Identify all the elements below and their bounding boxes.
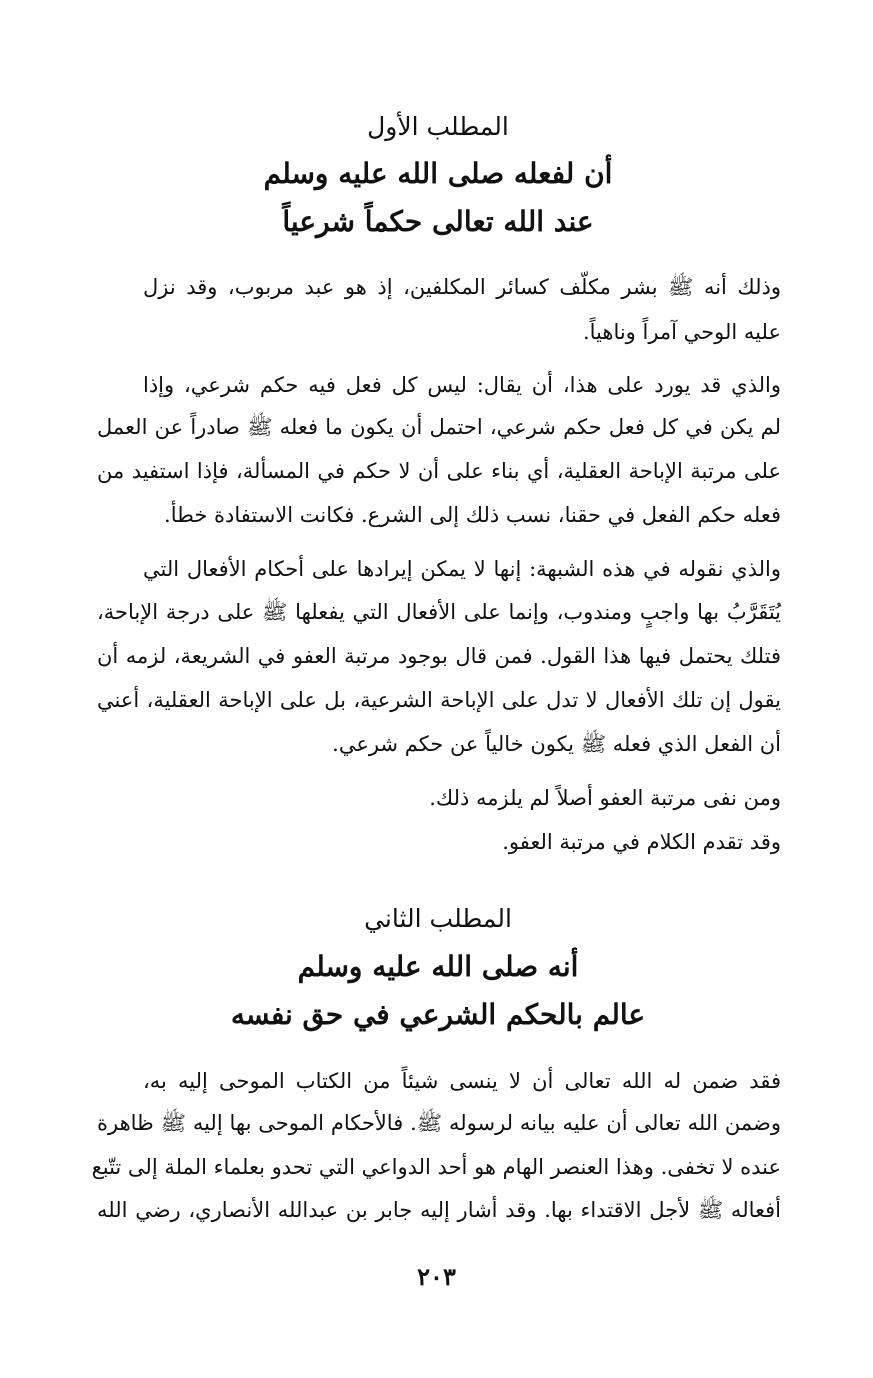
section-2-title-line-1: أنه صلى الله عليه وسلم	[297, 950, 579, 983]
paragraph-5-line-1: وقد تقدم الكلام في مرتبة العفو.	[502, 830, 781, 854]
page-number: ٢٠٣	[417, 1262, 456, 1291]
section-2-title-line-2: عالم بالحكم الشرعي في حق نفسه	[230, 998, 646, 1031]
paragraph-2-line-3: على مرتبة الإباحة العقلية، أي بناء على أن لا حكم في المسألة، فإذا استفيد من	[97, 459, 781, 483]
paragraph-6-line-4: أفعاله ﷺ لأجل الاقتداء بها. وقد أشار إليه جابر بن عبدالله الأنصاري، رضي الله	[97, 1198, 781, 1222]
paragraph-1-line-2: عليه الوحي آمراً وناهياً.	[582, 320, 781, 344]
section-1-title-line-1: أن لفعله صلى الله عليه وسلم	[263, 157, 613, 190]
paragraph-6-line-2: وضمن الله تعالى أن عليه بيانه لرسوله ﷺ. فالأحكام الموحى بها إليه ﷺ ظاهرة	[97, 1111, 781, 1135]
paragraph-6-line-1: فقد ضمن له الله تعالى أن لا ينسى شيئاً من الكتاب الموحى إليه به،	[143, 1069, 781, 1093]
paragraph-4-line-1: ومن نفى مرتبة العفو أصلاً لم يلزمه ذلك.	[429, 786, 781, 810]
section-2-label: المطلب الثاني	[364, 904, 512, 933]
section-1-title-line-2: عند الله تعالى حكماً شرعياً	[282, 205, 594, 238]
paragraph-2-line-2: لم يكن في كل فعل حكم شرعي، احتمل أن يكون ما فعله ﷺ صادراً عن العمل	[97, 415, 781, 439]
paragraph-3-line-5: أن الفعل الذي فعله ﷺ يكون خالياً عن حكم شرعي.	[332, 732, 781, 756]
paragraph-6-line-3: عنده لا تخفى. وهذا العنصر الهام هو أحد الدواعي التي تحدو بعلماء الملة إلى تتّبع	[91, 1155, 781, 1179]
paragraph-2-line-1: والذي قد يورد على هذا، أن يقال: ليس كل فعل فيه حكم شرعي، وإذا	[143, 373, 781, 397]
paragraph-1-line-1: وذلك أنه ﷺ بشر مكلّف كسائر المكلفين، إذ هو عبد مربوب، وقد نزل	[143, 275, 781, 299]
paragraph-3-line-1: والذي نقوله في هذه الشبهة: إنها لا يمكن إيرادها على أحكام الأفعال التي	[143, 557, 781, 581]
paragraph-3-line-4: يقول إن تلك الأفعال لا تدل على الإباحة الشرعية، بل على الإباحة العقلية، أعني	[97, 688, 781, 712]
paragraph-2-line-4: فعله حكم الفعل في حقنا، نسب ذلك إلى الشرع. فكانت الاستفادة خطأ.	[164, 503, 781, 527]
paragraph-3-line-2: يُتَقَرَّبُ بها واجبٍ ومندوب، وإنما على الأفعال التي يفعلها ﷺ على درجة الإباحة،	[97, 600, 781, 624]
paragraph-3-line-3: فتلك يحتمل فيها هذا القول. فمن قال بوجود مرتبة العفو في الشريعة، لزمه أن	[97, 644, 781, 668]
section-1-label: المطلب الأول	[367, 112, 509, 141]
